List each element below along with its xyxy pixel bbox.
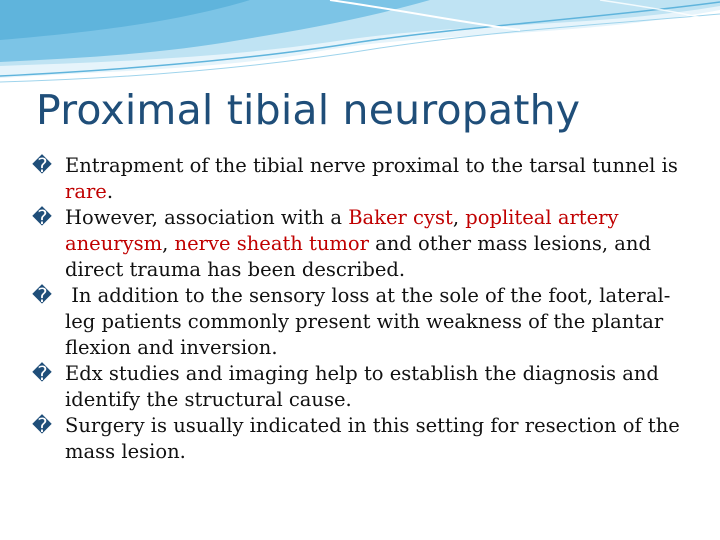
emphasis-popliteal-aneurysm: popliteal artery aneurysm bbox=[65, 206, 619, 255]
bullet-item-edx-studies bbox=[32, 361, 692, 413]
bullet-list bbox=[32, 153, 692, 465]
header-wave-decoration bbox=[0, 0, 720, 90]
bullet-icon: � bbox=[32, 206, 52, 229]
bullet-item-entrapment bbox=[32, 153, 692, 205]
bullet-text: and other mass lesions, and direct trauma has been described. bbox=[65, 232, 651, 281]
bullet-item-association bbox=[32, 205, 692, 283]
bullet-icon: � bbox=[32, 284, 52, 307]
bullet-item-sensory-loss bbox=[32, 283, 692, 361]
bullet-icon: � bbox=[32, 414, 52, 437]
bullet-text: Entrapment of the tibial nerve proximal to the tarsal tunnel is bbox=[65, 154, 678, 177]
bullet-icon: � bbox=[32, 362, 52, 385]
emphasis-rare: rare bbox=[65, 180, 107, 203]
bullet-text: , bbox=[162, 232, 175, 255]
emphasis-baker-cyst: Baker cyst bbox=[348, 206, 453, 229]
bullet-icon: � bbox=[32, 154, 52, 177]
bullet-text: . bbox=[106, 180, 114, 203]
bullet-text: , bbox=[452, 206, 466, 229]
bullet-text: In addition to the sensory loss at the sole of the foot, lateral-leg patients commonly present with weakness of the plantar flexion and inversion. bbox=[65, 284, 671, 359]
bullet-text: However, association with a bbox=[65, 206, 349, 229]
bullet-text: Edx studies and imaging help to establish the diagnosis and identify the structural cause. bbox=[65, 362, 659, 411]
emphasis-nerve-sheath-tumor: nerve sheath tumor bbox=[174, 232, 369, 255]
bullet-item-surgery bbox=[32, 413, 692, 465]
bullet-text: Surgery is usually indicated in this setting for resection of the mass lesion. bbox=[65, 414, 680, 463]
slide-title: Proximal tibial neuropathy bbox=[36, 86, 581, 134]
